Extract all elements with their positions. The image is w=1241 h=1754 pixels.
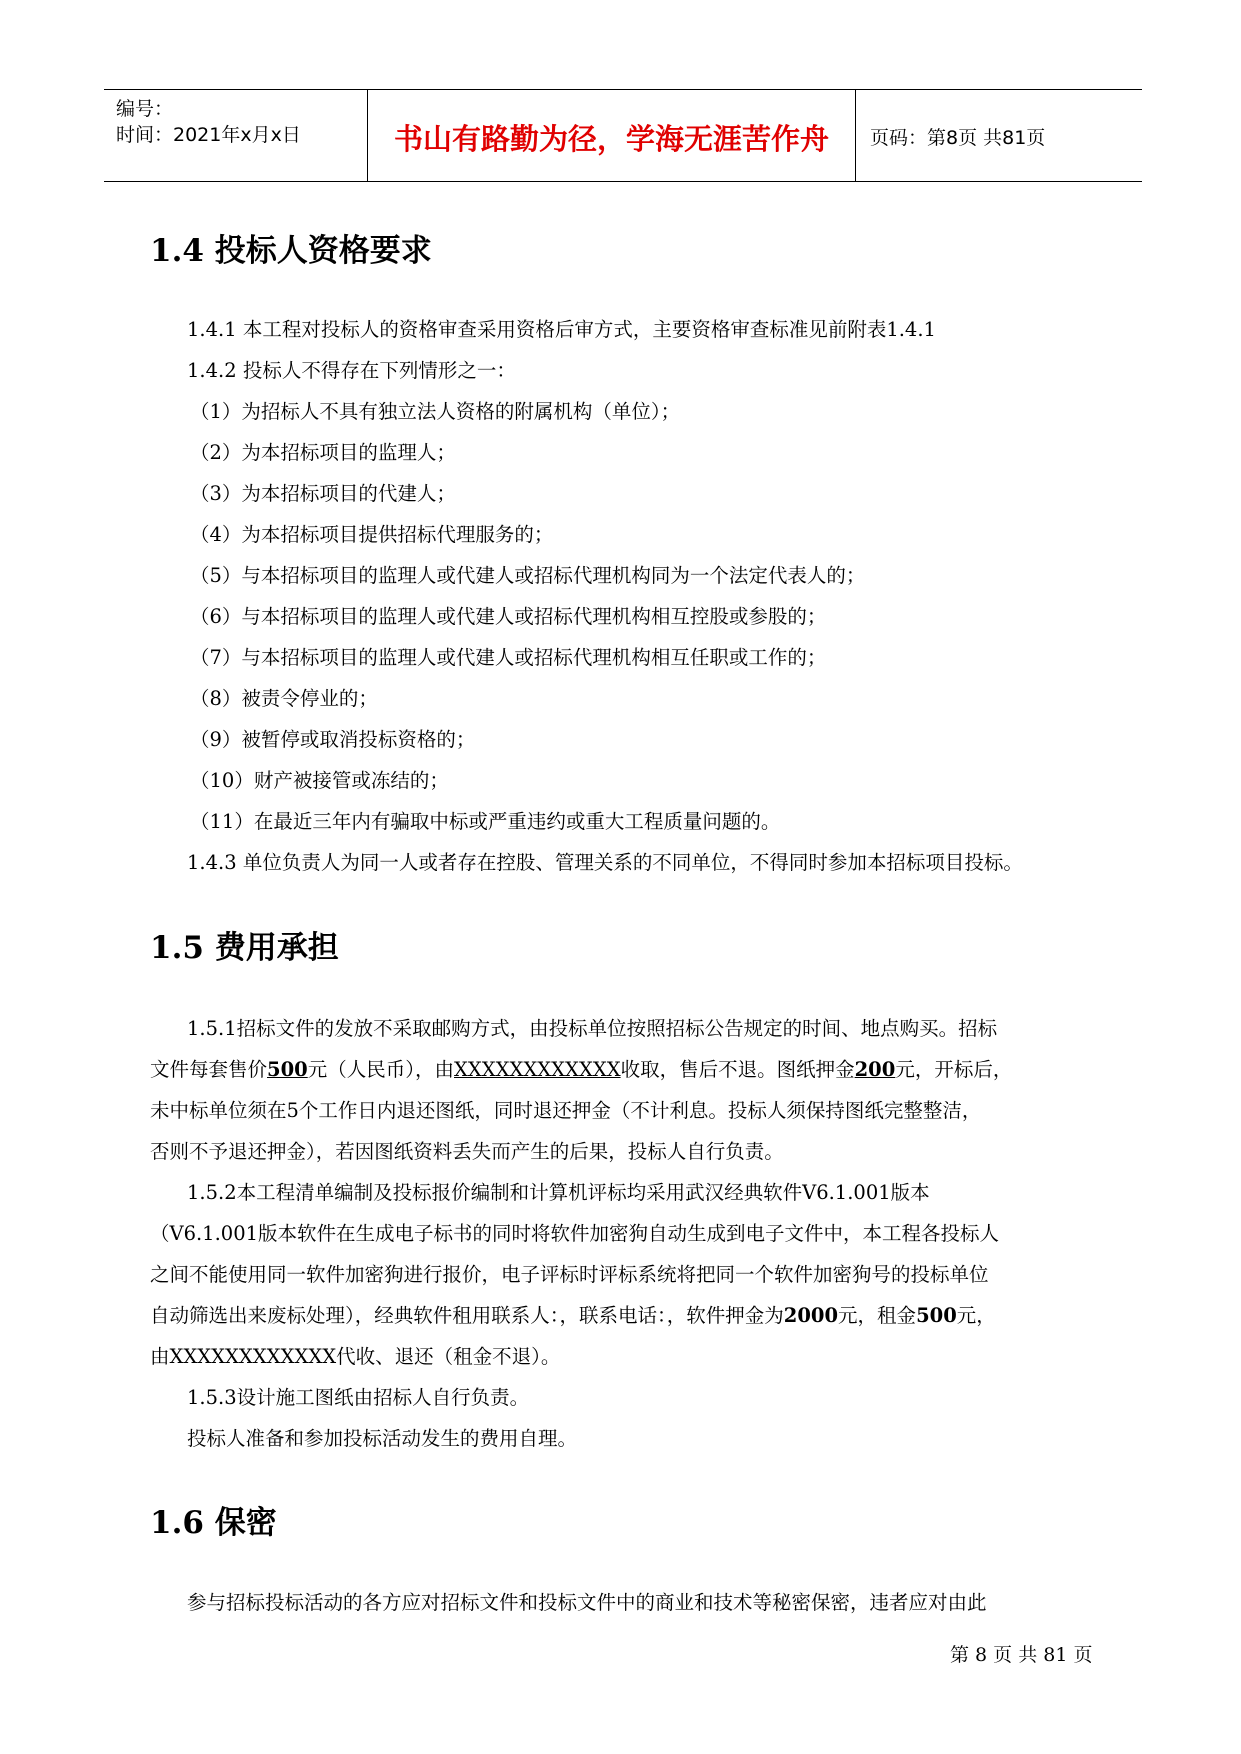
paragraph-1-5-2-line-3: 之间不能使用同一软件加密狗进行报价，电子评标时评标系统将把同一个软件加密狗号的投标单位 xyxy=(150,1263,989,1286)
paragraph-1-6: 参与招标投标活动的各方应对招标文件和投标文件中的商业和技术等秘密保密，违者应对由此 xyxy=(187,1591,987,1614)
text-span: 元（人民币），由 xyxy=(307,1058,454,1081)
motto: 书山有路勤为径，学海无涯苦作舟 xyxy=(393,122,829,156)
document-price: 500 xyxy=(267,1058,308,1081)
page-header xyxy=(104,89,1142,182)
paragraph-1-4-1: 1.4.1 本工程对投标人的资格审查采用资格后审方式，主要资格审查标准见前附表1.4.1 xyxy=(187,318,936,341)
paragraph-1-5-2-line-4 xyxy=(150,1295,1095,1336)
list-item: （5）与本招标项目的监理人或代建人或招标代理机构同为一个法定代表人的； xyxy=(190,564,866,587)
time-label: 时间：2021年x月x日 xyxy=(116,124,301,146)
collecting-organization: XXXXXXXXXXXX xyxy=(454,1058,621,1081)
paragraph-1-5-2-line-5: 由XXXXXXXXXXXX代收、退还（租金不退）。 xyxy=(150,1345,561,1368)
paragraph-1-5-1-line-4: 否则不予退还押金），若因图纸资料丢失而产生的后果，投标人自行负责。 xyxy=(150,1140,784,1163)
drawing-deposit: 200 xyxy=(854,1058,896,1081)
paragraph-1-5-3: 1.5.3设计施工图纸由招标人自行负责。 xyxy=(187,1386,530,1409)
paragraph-1-5-2-line-1: 1.5.2本工程清单编制及投标报价编制和计算机评标均采用武汉经典软件V6.1.001版本 xyxy=(187,1181,930,1204)
paragraph-1-5-2-line-2: （V6.1.001版本软件在生成电子标书的同时将软件加密狗自动生成到电子文件中，本工程各投标人 xyxy=(150,1222,1000,1245)
software-rent: 500 xyxy=(916,1304,957,1327)
software-deposit: 2000 xyxy=(783,1304,839,1327)
paragraph-1-5-1-line-2 xyxy=(150,1049,1095,1090)
list-item: （6）与本招标项目的监理人或代建人或招标代理机构相互控股或参股的； xyxy=(190,605,827,628)
list-item: （9）被暂停或取消投标资格的； xyxy=(190,728,476,751)
paragraph-1-4-3: 1.4.3 单位负责人为同一人或者存在控股、管理关系的不同单位，不得同时参加本招标项目投标。 xyxy=(187,851,1023,874)
section-title-1-6: 1.6 保密 xyxy=(150,1505,277,1541)
section-title-1-4: 1.4 投标人资格要求 xyxy=(150,233,432,269)
list-item: （4）为本招标项目提供招标代理服务的； xyxy=(190,523,554,546)
page-code: 页码：第8页 共81页 xyxy=(870,127,1046,149)
header-page-cell xyxy=(856,90,1142,181)
header-motto-cell xyxy=(368,90,856,181)
text-span: 元，开标后， xyxy=(895,1058,1013,1081)
list-item: （7）与本招标项目的监理人或代建人或招标代理机构相互任职或工作的； xyxy=(190,646,827,669)
paragraph-1-4-2: 1.4.2 投标人不得存在下列情形之一： xyxy=(187,359,516,382)
list-item: （1）为招标人不具有独立法人资格的附属机构（单位）； xyxy=(190,400,681,423)
section-title-1-5: 1.5 费用承担 xyxy=(150,930,339,966)
paragraph-1-5-1-line-3: 未中标单位须在5个工作日内退还图纸，同时退还押金（不计利息。投标人须保持图纸完整整洁， xyxy=(150,1099,982,1122)
number-label: 编号： xyxy=(116,98,174,120)
text-span: 收取，售后不退。图纸押金 xyxy=(620,1058,855,1081)
text-span: 元，租金 xyxy=(838,1304,917,1327)
header-meta-cell xyxy=(104,90,368,181)
list-item: （8）被责令停业的； xyxy=(190,687,378,710)
list-item: （10）财产被接管或冻结的； xyxy=(190,769,449,792)
text-span: 元， xyxy=(956,1304,996,1327)
list-item: （11）在最近三年内有骗取中标或严重违约或重大工程质量问题的。 xyxy=(190,810,781,833)
page-footer: 第 8 页 共 81 页 xyxy=(950,1644,1093,1666)
paragraph-expenses: 投标人准备和参加投标活动发生的费用自理。 xyxy=(187,1427,578,1450)
text-span: 自动筛选出来废标处理），经典软件租用联系人：，联系电话：，软件押金为 xyxy=(150,1304,784,1327)
list-item: （2）为本招标项目的监理人； xyxy=(190,441,456,464)
paragraph-1-5-1-line-1: 1.5.1招标文件的发放不采取邮购方式，由投标单位按照招标公告规定的时间、地点购买。招标 xyxy=(187,1017,998,1040)
list-item: （3）为本招标项目的代建人； xyxy=(190,482,456,505)
text-span: 文件每套售价 xyxy=(150,1058,268,1081)
